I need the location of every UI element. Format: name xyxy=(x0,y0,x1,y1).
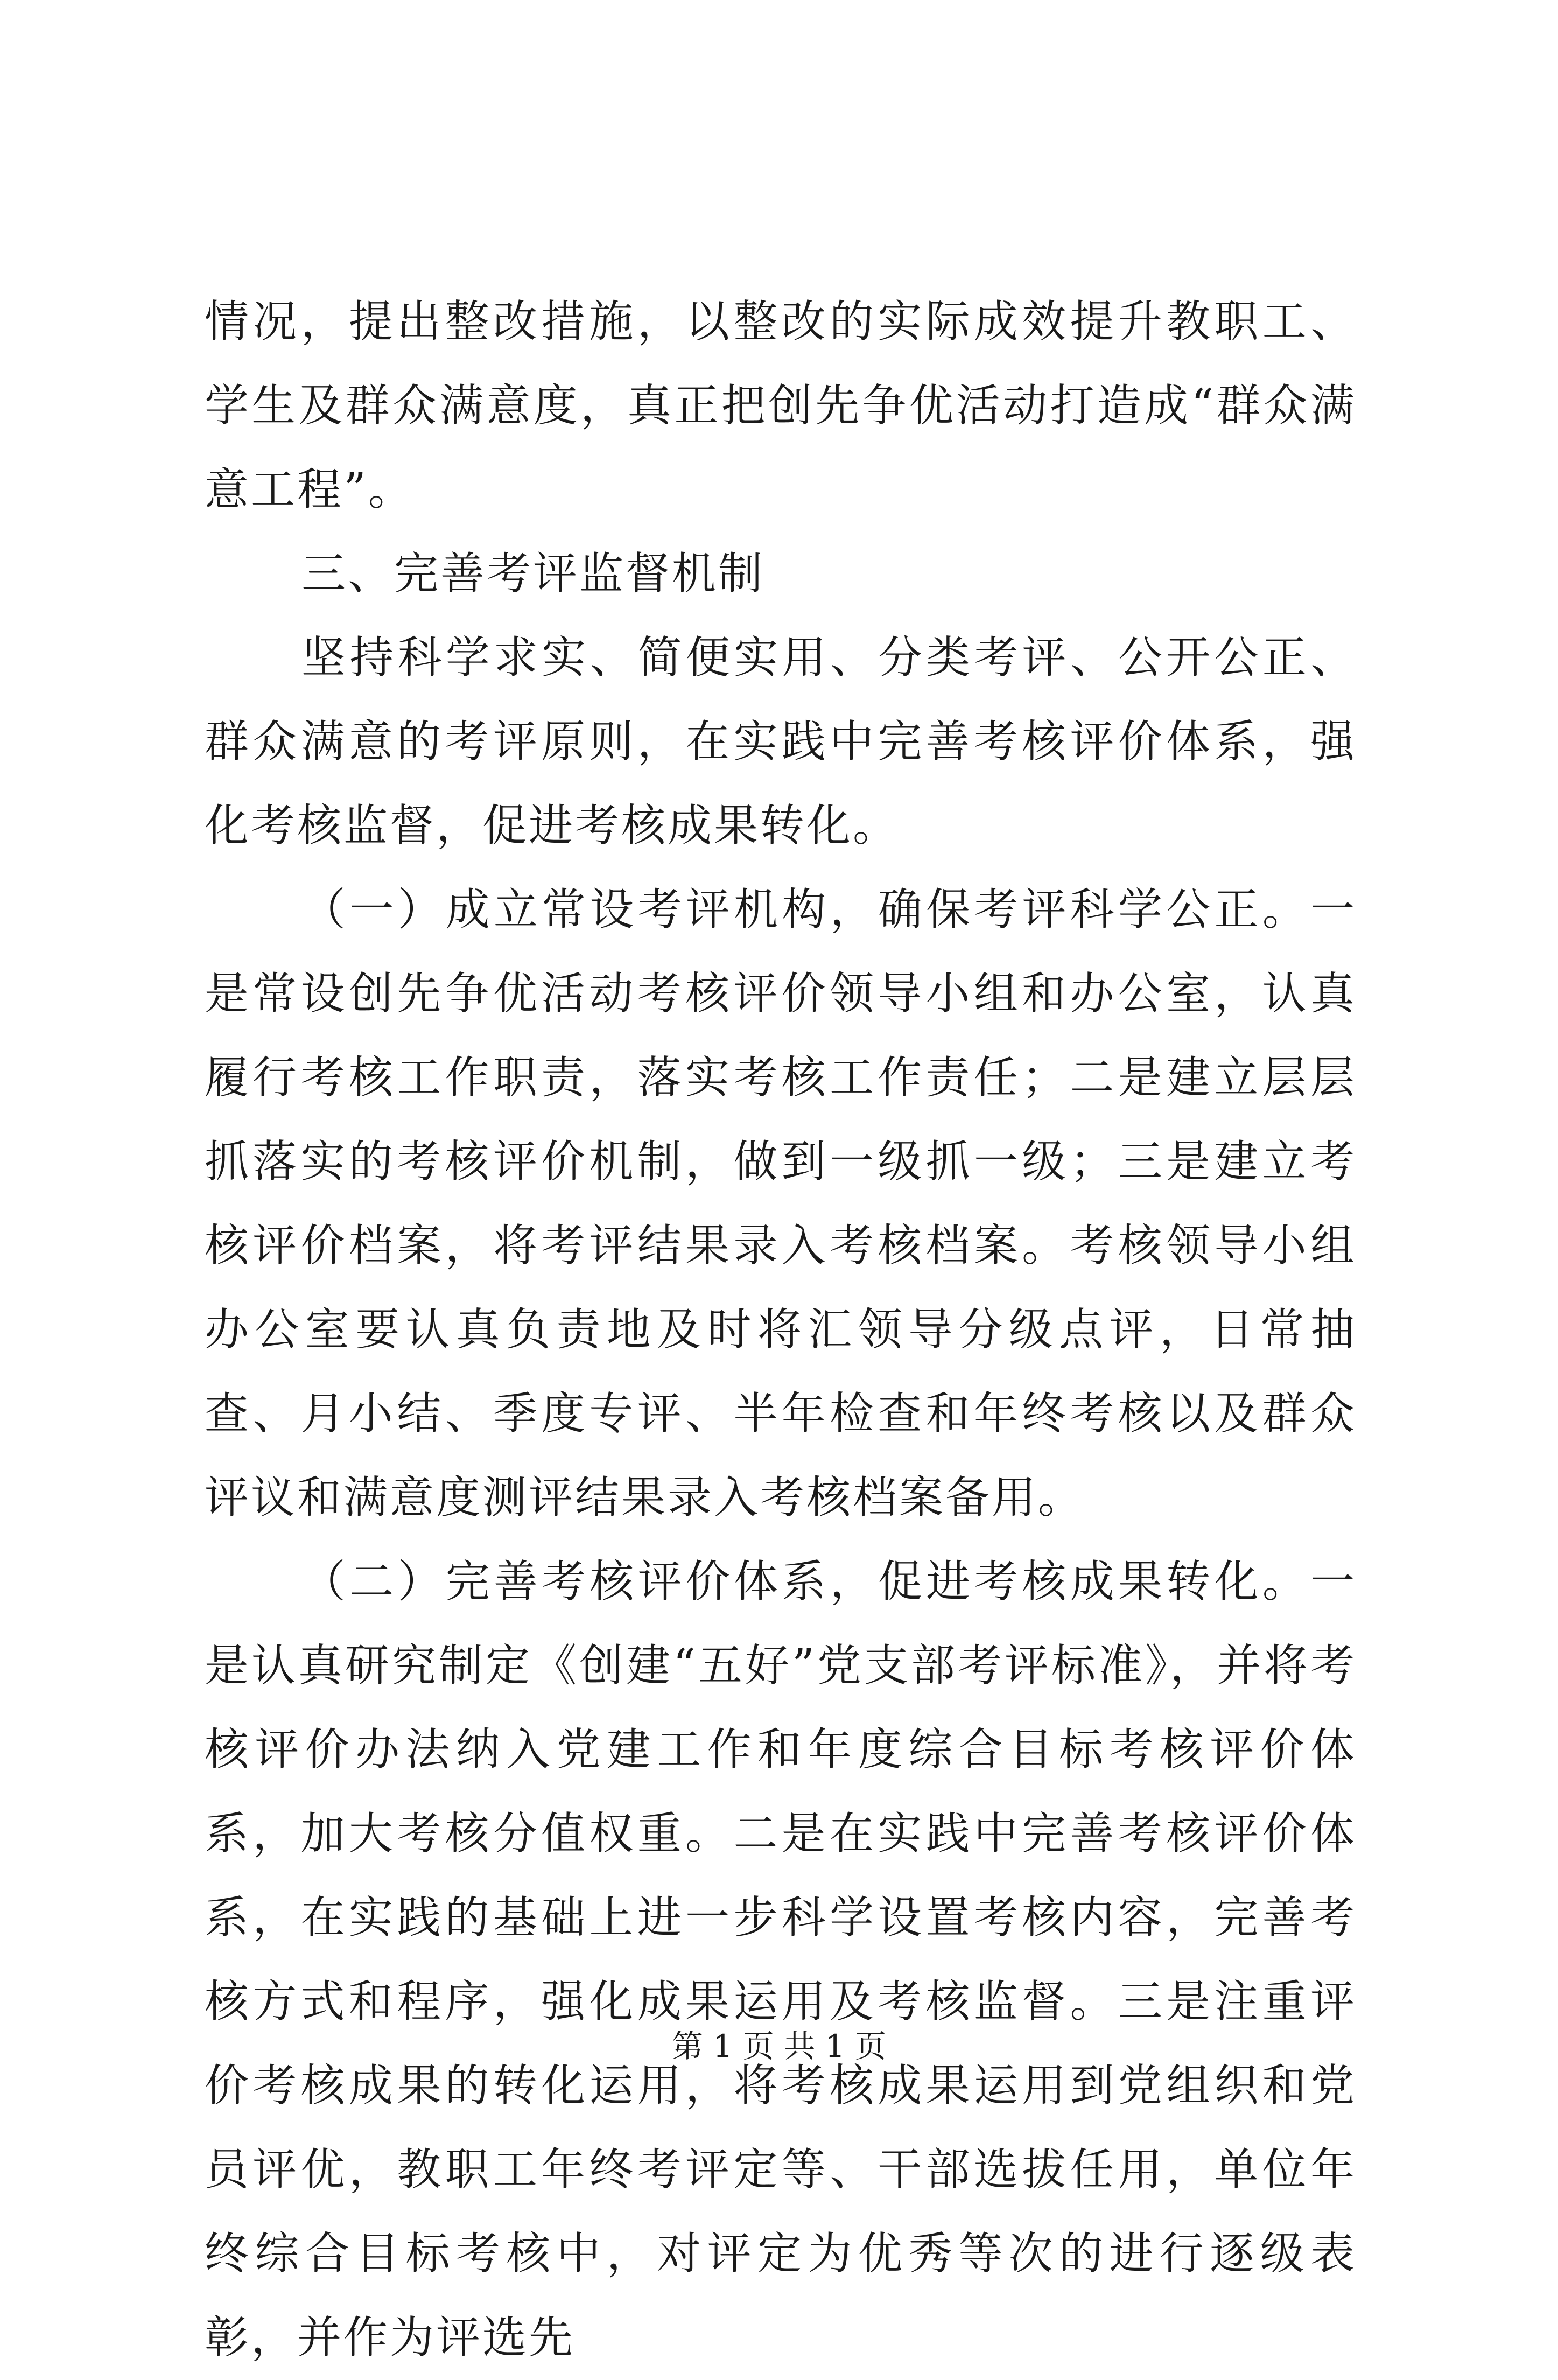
page-number-footer: 第 1 页 共 1 页 xyxy=(672,2028,886,2064)
section-heading: 三、完善考评监督机制 xyxy=(301,548,765,599)
paragraph-item-2: （二）完善考核评价体系，促进考核成果转化。一是认真研究制定《创建“五好”党支部考评标准》，并将考核评价办法纳入党建工作和年度综合目标考核评价体系，加大考核分值权重。二是在实践中完善考核评价体系，在实践的基础上进一步科学设置考核内容，完善考核方式和程序，强化成果运用及考核监督。三是注重评价考核成果的转化运用，将考核成果运用到党组织和党员评优，教职工年终考评定等、干部选拔任用，单位年终综合目标考核中，对评定为优秀等次的进行逐级表彰，并作为评选先 xyxy=(205,1556,1357,2363)
paragraph-continued: 情况，提出整改措施，以整改的实际成效提升教职工、学生及群众满意度，真正把创先争优活动打造成“群众满意工程”。 xyxy=(205,296,1357,515)
paragraph-principles: 坚持科学求实、简便实用、分类考评、公开公正、群众满意的考评原则，在实践中完善考核评价体系，强化考核监督，促进考核成果转化。 xyxy=(205,632,1357,851)
paragraph-item-1: （一）成立常设考评机构，确保考评科学公正。一是常设创先争优活动考核评价领导小组和办公室，认真履行考核工作职责，落实考核工作责任；二是建立层层抓落实的考核评价机制，做到一级抓一级；三是建立考核评价档案，将考评结果录入考核档案。考核领导小组办公室要认真负责地及时将汇领导分级点评，日常抽查、月小结、季度专评、半年检查和年终考核以及群众评议和满意度测评结果录入考核档案备用。 xyxy=(205,884,1357,1523)
